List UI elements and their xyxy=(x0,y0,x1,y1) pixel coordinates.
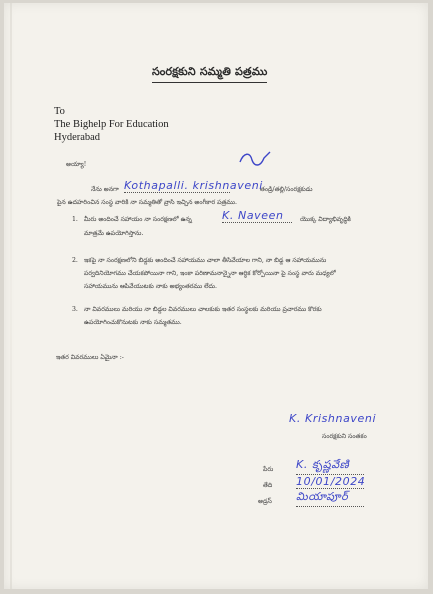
checkmark-scribble-icon xyxy=(236,148,276,172)
item-2-number: 2. xyxy=(72,257,78,264)
guardian-name-handwritten: Kothapalli. krishnaveni xyxy=(124,179,263,192)
item-1-text: మీరు అందించే సహాయం నా సంరక్షణలో ఉన్న xyxy=(84,216,192,223)
item-3-line-2: ఉపయోగించుకొనుటకు నాకు సమ్మతము. xyxy=(84,319,182,326)
item-1-text-after: యొక్క విద్యాభివృద్ధికి xyxy=(300,216,351,223)
name-value-handwritten: K. కృష్ణవేణి xyxy=(296,458,364,475)
intro-prefix: నేను అనగా xyxy=(91,186,119,193)
signature-caption: సంరక్షకుని సంతకం xyxy=(322,433,367,440)
recipient-city: Hyderabad xyxy=(54,132,101,143)
item-2-line-3: సహాయమును ఆపివేయుటకు నాకు అభ్యంతరము లేదు. xyxy=(84,283,217,290)
recipient-organization: The Bighelp For Education xyxy=(54,119,169,130)
other-details-label: ఇతర వివరములు ఏమైనా :- xyxy=(56,354,124,361)
document-page xyxy=(4,3,428,589)
date-label: తేది xyxy=(263,482,273,489)
document-title: సంరక్షకుని సమ్మతి పత్రము xyxy=(152,65,267,83)
item-3-number: 3. xyxy=(72,306,78,313)
intro-suffix: తండ్రి/తల్లి/సంరక్షకుడు xyxy=(260,186,313,193)
item-1-line-2: మాత్రమే ఉపయోగిస్తాను. xyxy=(84,230,144,237)
intro-line-2: పైన ఉదహరించిన సంస్థ వారికి నా సమ్మతితో వ్రాసి ఇచ్చిన అంగీకార పత్రము. xyxy=(57,199,237,206)
student-name-handwritten: K. Naveen xyxy=(222,209,292,223)
item-3-line-1: నా వివరములు మరియు నా బిడ్డల వివరములు చాలకుకు ఇతర సంస్థలకు మరియు ప్రచారము కొరకు xyxy=(84,306,322,313)
place-label: అడ్రస్ xyxy=(258,498,272,505)
guardian-signature: K. Krishnaveni xyxy=(289,412,377,425)
to-line: To xyxy=(54,106,65,117)
item-2-line-1: ఇకపై నా సంరక్షణలోని బిడ్డకు అందించే సహాయము చాలా తీసివేయాల గాని, నా బిడ్డ ఆ సహాయమును xyxy=(84,257,327,264)
date-value-handwritten: 10/01/2024 xyxy=(296,475,366,488)
item-1-number: 1. xyxy=(72,216,78,223)
salutation: అయ్యా! xyxy=(66,161,87,168)
item-2-line-2: పర్వదినియోగము చేయకపోయినా గాని, ఇంకా పరిణామనాన్నైనా ఆర్ధిక కోర్పోయినా పై సంస్థ వారు మధ్యలో xyxy=(84,270,336,277)
name-label: పేరు xyxy=(263,466,274,473)
place-value-handwritten: మియాపూర్ xyxy=(296,490,364,507)
